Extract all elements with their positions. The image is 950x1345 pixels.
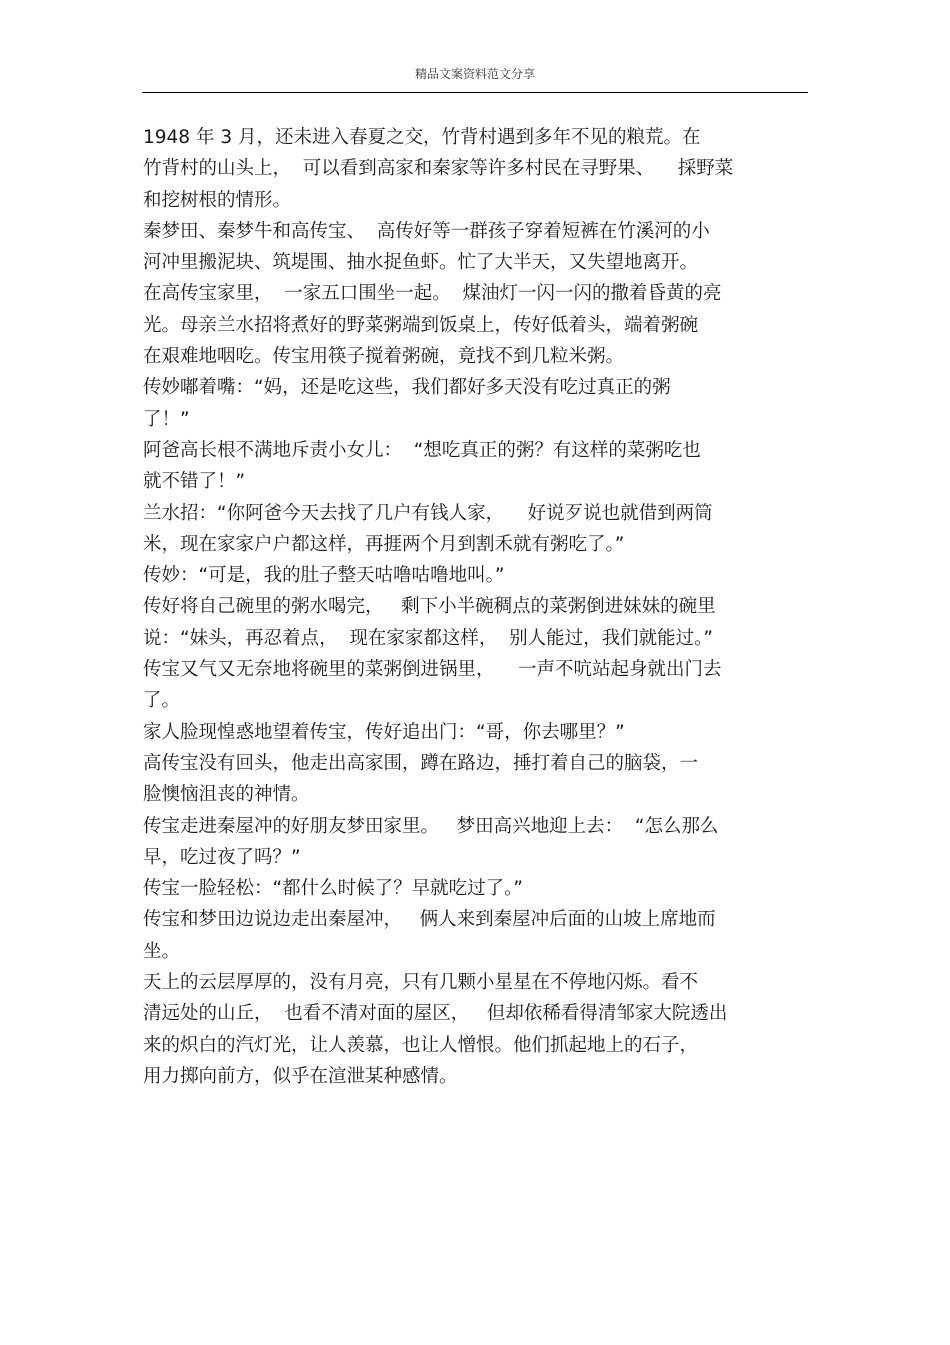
text-line: 传宝和梦田边说边走出秦屋冲， 俩人来到秦屋冲后面的山坡上席地而 bbox=[143, 909, 716, 931]
text-line: 光。母亲兰水招将煮好的野菜粥端到饭桌上，传好低着头，端着粥碗 bbox=[143, 314, 699, 336]
text-line: 传宝一脸轻松：“都什么时候了？早就吃过了。” bbox=[143, 878, 523, 900]
text-line: 了。 bbox=[143, 690, 181, 712]
text-line: 传好将自己碗里的粥水喝完， 剩下小半碗稠点的菜粥倒进妹妹的碗里 bbox=[143, 596, 716, 618]
text-line: 脸懊恼沮丧的神情。 bbox=[143, 784, 310, 806]
text-line: 传宝又气又无奈地将碗里的菜粥倒进锅里， 一声不吭站起身就出门去 bbox=[143, 659, 722, 681]
text-line: 用力掷向前方，似乎在渲泄某种感情。 bbox=[143, 1065, 458, 1087]
text-line: 来的炽白的汽灯光，让人羡慕，也让人憎恨。他们抓起地上的石子， bbox=[143, 1034, 699, 1056]
text-line: 和挖树根的情形。 bbox=[143, 189, 292, 211]
text-line: 阿爸高长根不满地斥责小女儿： “想吃真正的粥？有这样的菜粥吃也 bbox=[143, 439, 701, 461]
text-line: 传宝走进秦屋冲的好朋友梦田家里。 梦田高兴地迎上去： “怎么那么 bbox=[143, 815, 719, 837]
text-line: 坐。 bbox=[143, 940, 181, 962]
page-header: 精品文案资料范文分享 bbox=[414, 67, 535, 81]
text-line: 就不错了！” bbox=[143, 471, 246, 493]
text-line: 在艰难地咽吃。传宝用筷子搅着粥碗，竟找不到几粒米粥。 bbox=[143, 346, 625, 368]
text-line: 河冲里搬泥块、筑堤围、抽水捉鱼虾。忙了大半天，又失望地离开。 bbox=[143, 252, 699, 274]
text-line: 米，现在家家户户都这样，再捱两个月到割禾就有粥吃了。” bbox=[143, 533, 625, 555]
text-line: 传妙嘟着嘴：“妈，还是吃这些，我们都好多天没有吃过真正的粥 bbox=[143, 377, 671, 399]
text-line: 早，吃过夜了吗？” bbox=[143, 846, 301, 868]
text-line: 说：“妹头，再忍着点， 现在家家都这样， 别人能过，我们就能过。” bbox=[143, 627, 713, 649]
text-line: 家人脸现惶惑地望着传宝，传好追出门：“哥，你去哪里？” bbox=[143, 721, 625, 743]
text-line: 秦梦田、秦梦牛和高传宝、 高传好等一群孩子穿着短裤在竹溪河的小 bbox=[143, 220, 710, 242]
text-line: 在高传宝家里， 一家五口围坐一起。 煤油灯一闪一闪的撒着昏黄的亮 bbox=[143, 283, 722, 305]
header-divider bbox=[142, 92, 808, 93]
text-line: 了！” bbox=[143, 408, 190, 430]
text-line: 传妙：“可是，我的肚子整天咕噜咕噜地叫。” bbox=[143, 565, 505, 587]
text-line: 1948 年 3 月，还未进入春夏之交，竹背村遇到多年不见的粮荒。在 bbox=[143, 127, 701, 148]
text-line: 清远处的山丘， 也看不清对面的屋区， 但却依稀看得清邹家大院透出 bbox=[143, 1003, 728, 1025]
text-line: 天上的云层厚厚的，没有月亮，只有几颗小星星在不停地闪烁。看不 bbox=[143, 972, 699, 994]
document-body bbox=[143, 122, 808, 1092]
text-line: 兰水招：“你阿爸今天去找了几户有钱人家， 好说歹说也就借到两筒 bbox=[143, 502, 713, 524]
text-line: 高传宝没有回头，他走出高家围，蹲在路边，捶打着自己的脑袋，一 bbox=[143, 752, 699, 774]
text-line: 竹背村的山头上， 可以看到高家和秦家等许多村民在寻野果、 採野菜 bbox=[143, 158, 734, 180]
